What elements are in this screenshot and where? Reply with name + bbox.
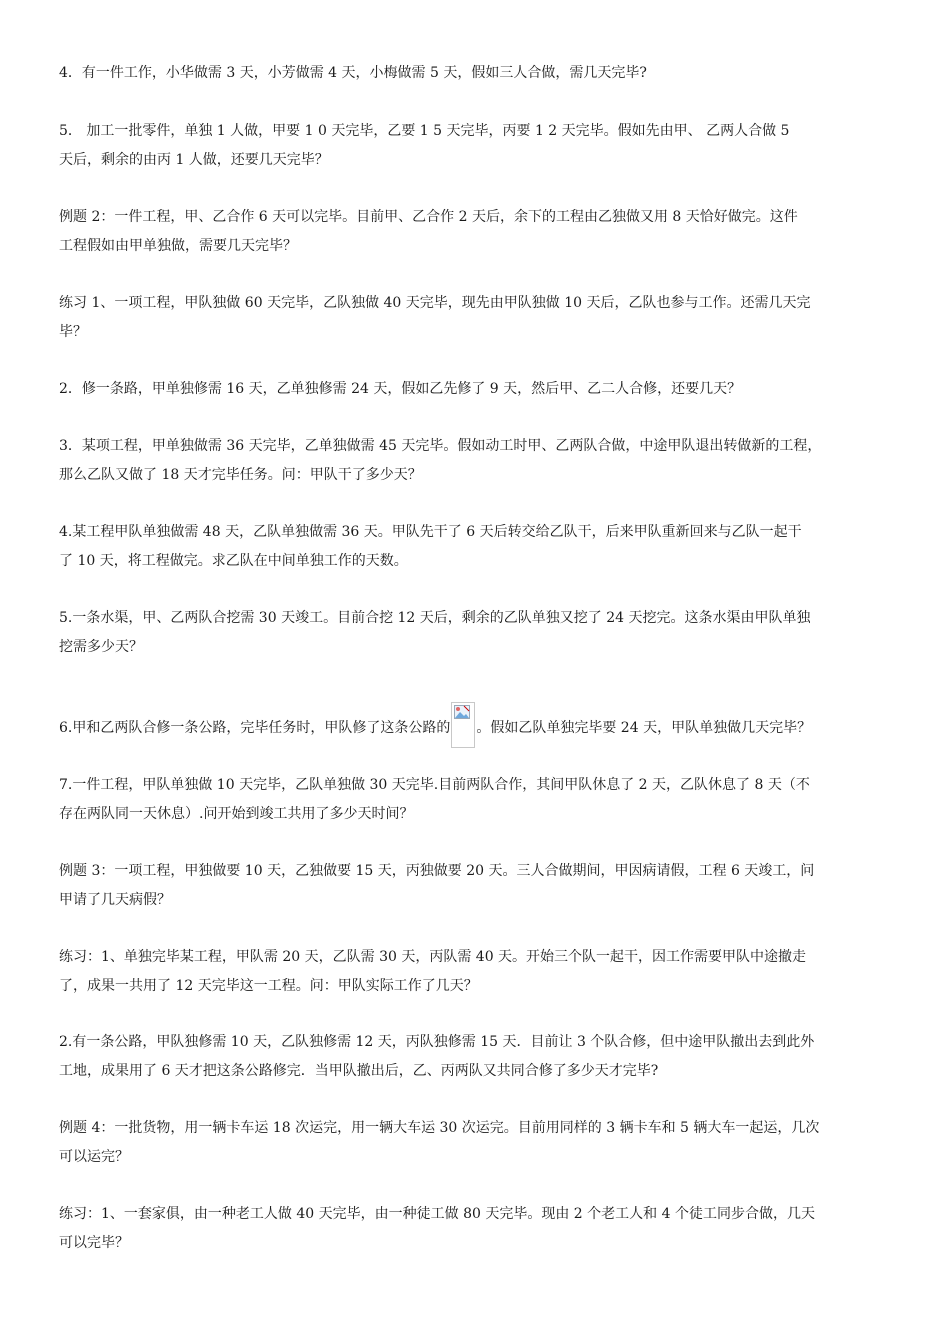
problem-text-cont: 了 10 天，将工程做完。求乙队在中间单独工作的天数。 <box>59 553 408 569</box>
example-4 <box>59 1114 895 1172</box>
problem-text: 3．某项工程，甲单独做需 36 天完毕，乙单独做需 45 天完毕。假如动工时甲、乙两队合做，中途甲队退出转做新的工程， <box>59 438 822 454</box>
problem-text-cont: 了，成果一共用了 12 天完毕这一工程。问：甲队实际工作了几天？ <box>59 978 478 994</box>
exercise-2 <box>59 375 895 404</box>
problem-text: 例题 2：一件工程，甲、乙合作 6 天可以完毕。目前甲、乙合作 2 天后，余下的工程由乙独做又用 8 天恰好做完。这件 <box>59 209 798 225</box>
exercise-5 <box>59 604 895 662</box>
problem-text-cont: 工程假如由甲单独做，需要几天完毕？ <box>59 238 297 254</box>
problem-text: 练习：1、一套家俱，由一种老工人做 40 天完毕，由一种徒工做 80 天完毕。现由 2 个老工人和 4 个徒工同步合做，几天 <box>59 1206 815 1222</box>
problem-text: 6.甲和乙两队合修一条公路，完毕任务时，甲队修了这条公路的 <box>59 720 451 736</box>
problem-text-cont: 挖需多少天？ <box>59 639 143 655</box>
problem-text-cont: 可以完毕？ <box>59 1235 129 1251</box>
exercise-1 <box>59 289 895 347</box>
problem-text-after-image: 。假如乙队单独完毕要 24 天，甲队单独做几天完毕？ <box>476 720 812 736</box>
problem-text: 4.某工程甲队单独做需 48 天，乙队单独做需 36 天。甲队先干了 6 天后转交给乙队干，后来甲队重新回来与乙队一起干 <box>59 524 802 540</box>
practice-1 <box>59 943 895 1001</box>
problem-text: 例题 4：一批货物，用一辆卡车运 18 次运完，用一辆大车运 30 次运完。目前用同样的 3 辆卡车和 5 辆大车一起运，几次 <box>59 1120 820 1136</box>
exercise-7 <box>59 771 895 829</box>
problem-text: 4．有一件工作，小华做需 3 天，小芳做需 4 天，小梅做需 5 天，假如三人合做，需几天完毕? <box>59 65 647 81</box>
problem-text: 练习：1、单独完毕某工程，甲队需 20 天，乙队需 30 天，丙队需 40 天。开始三个队一起干，因工作需要甲队中途撤走 <box>59 949 807 965</box>
problem-text-cont: 那么乙队又做了 18 天才完毕任务。问：甲队干了多少天？ <box>59 467 422 483</box>
problem-text-cont: 存在两队同一天休息）.问开始到竣工共用了多少天时间？ <box>59 806 414 822</box>
example-3 <box>59 857 895 915</box>
practice-2 <box>59 1028 895 1086</box>
problem-text-cont: 甲请了几天病假？ <box>59 892 171 908</box>
problem-text: 例题 3：一项工程，甲独做要 10 天，乙独做要 15 天，丙独做要 20 天。三人合做期间，甲因病请假，工程 6 天竣工，问 <box>59 863 815 879</box>
problem-text: 7.一件工程，甲队单独做 10 天完毕，乙队单独做 30 天完毕.目前两队合作，其间甲队休息了 2 天，乙队休息了 8 天（不 <box>59 777 810 793</box>
problem-text: 练习 1、一项工程，甲队独做 60 天完毕，乙队独做 40 天完毕，现先由甲队独做 10 天后，乙队也参与工作。还需几天完 <box>59 295 811 311</box>
problem-text: 5.一条水渠，甲、乙两队合挖需 30 天竣工。目前合挖 12 天后，剩余的乙队单独又挖了 24 天挖完。这条水渠由甲队单独 <box>59 610 811 626</box>
problem-text: 2.有一条公路，甲队独修需 10 天，乙队独修需 12 天，丙队独修需 15 天．目前让 3 个队合修，但中途甲队撤出去到此外 <box>59 1034 815 1050</box>
problem-text-cont: 毕？ <box>59 324 87 340</box>
problem-text-cont: 工地，成果用了 6 天才把这条公路修完．当甲队撤出后，乙、丙两队又共同合修了多少天才完毕? <box>59 1063 659 1079</box>
broken-image-icon <box>451 702 475 748</box>
problem-5 <box>59 117 895 175</box>
exercise-4 <box>59 518 895 576</box>
problem-text: 2．修一条路，甲单独修需 16 天，乙单独修需 24 天，假如乙先修了 9 天，然后甲、乙二人合修，还要几天？ <box>59 381 742 397</box>
exercise-6 <box>59 702 895 748</box>
problem-text-cont: 可以运完？ <box>59 1149 129 1165</box>
example-2 <box>59 203 895 261</box>
exercise-3 <box>59 432 895 490</box>
problem-text: 5． 加工一批零件，单独 1 人做，甲要 1 0 天完毕，乙要 1 5 天完毕，丙要 1 2 天完毕。假如先由甲、 乙两人合做 5 <box>59 123 790 139</box>
problem-4 <box>59 59 895 88</box>
practice-3 <box>59 1200 895 1258</box>
problem-text-cont: 天后，剩余的由丙 1 人做，还要几天完毕？ <box>59 152 329 168</box>
